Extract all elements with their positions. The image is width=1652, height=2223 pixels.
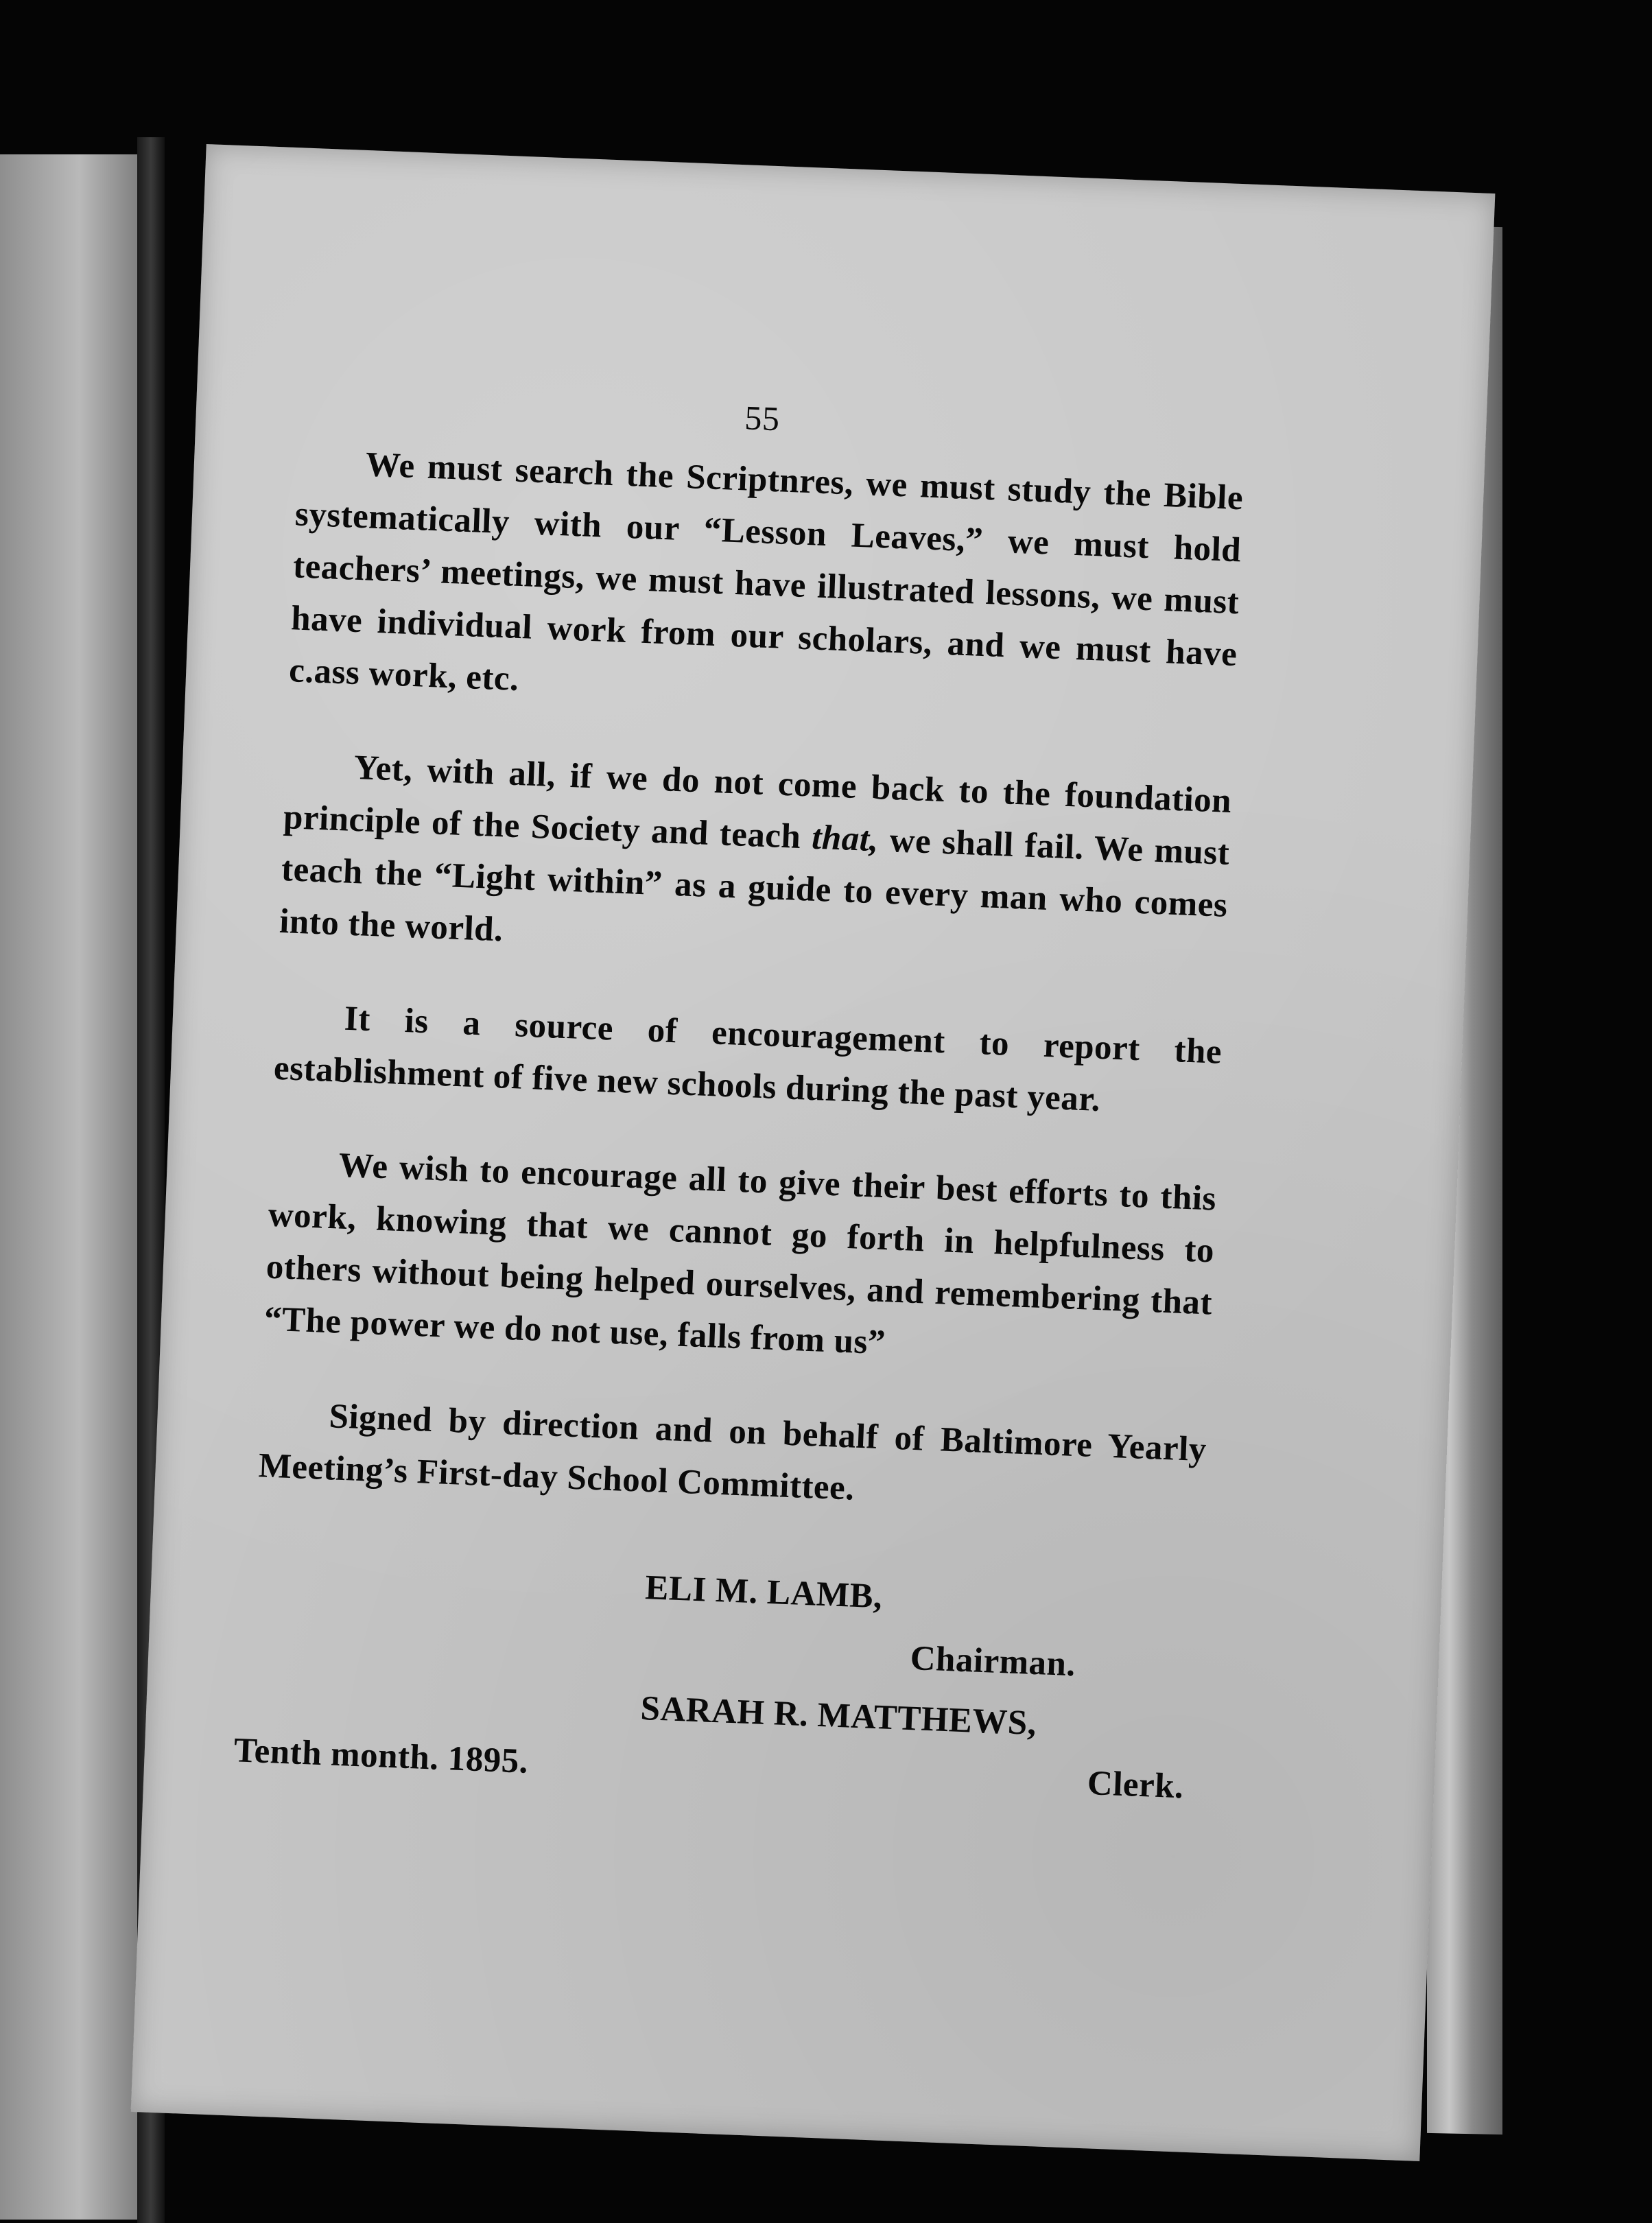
page-content (233, 374, 1247, 1807)
report-date: Tenth month. 1895. (233, 1731, 530, 1781)
page-number: 55 (744, 398, 781, 438)
paragraph-2-emphasis: that, (811, 818, 880, 860)
paragraph-1 (288, 436, 1244, 733)
paragraph-2 (279, 739, 1233, 984)
paragraph-3 (273, 990, 1223, 1131)
book-page (131, 144, 1496, 2161)
paragraph-5-text: Signed by direction and on behalf of Baltimore Yearly Meeting’s First-day School Committee. (257, 1397, 1207, 1508)
paragraph-1-text: We must search the Scriptnres, we must study the Bible systematically with our “Lesson Leaves,” we must hold teachers’ meetings, we must have illustrated lessons, we must have individual work from our scholars, and we must have c.ass work, etc. (288, 445, 1244, 699)
chairman-title: Chairman. (909, 1639, 1076, 1684)
paragraph-5 (257, 1387, 1207, 1528)
paragraph-2-text-b: we shall fail. We must teach the “Light within” as a guide to every man who comes into the world. (279, 821, 1231, 950)
clerk-title: Clerk. (1086, 1764, 1185, 1807)
paragraph-3-text: It is a source of encouragement to report the establishment of five new schools during the past year. (273, 999, 1223, 1120)
signature-block (233, 1519, 1203, 1807)
paragraph-4 (263, 1137, 1218, 1382)
clerk-name: SARAH R. MATTHEWS, (639, 1689, 1037, 1743)
paragraph-2-text-a: Yet, with all, if we do not come back to the foundation principle of the Society and teach (283, 748, 1233, 857)
chairman-name: ELI M. LAMB, (644, 1568, 884, 1616)
paragraph-4-text: We wish to encourage all to give their best efforts to this work, knowing that we cannot go forth in helpfulness to others without being helped ourselves, and remembering that “The power we do not use, falls from us” (263, 1146, 1217, 1363)
left-page-edge (0, 154, 144, 2220)
